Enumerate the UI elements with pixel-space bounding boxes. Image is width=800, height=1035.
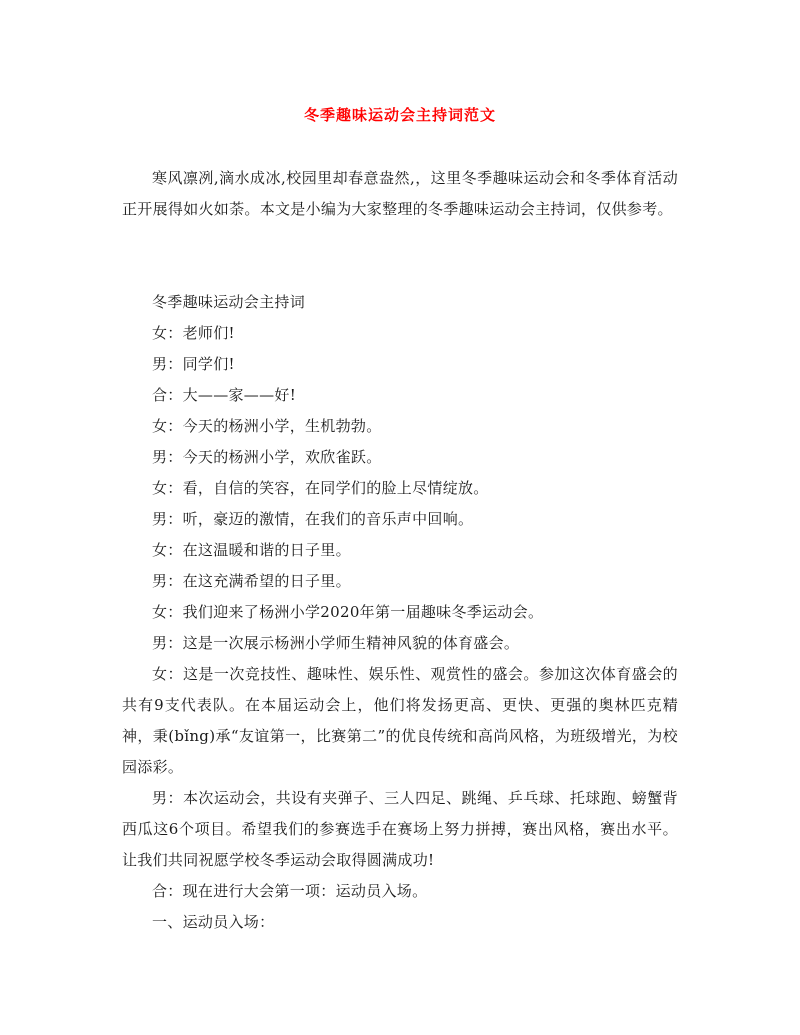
script-line: 男：听，豪迈的激情，在我们的音乐声中回响。 [152, 510, 474, 528]
script-line: 男：这是一次展示杨洲小学师生精神风貌的体育盛会。 [152, 634, 520, 652]
script-body [122, 287, 678, 938]
script-line: 一、运动员入场： [152, 913, 275, 931]
script-line: 女：老师们! [152, 324, 235, 342]
script-line: 女：在这温暖和谐的日子里。 [152, 541, 351, 559]
script-line: 男：今天的杨洲小学，欢欣雀跃。 [152, 448, 382, 466]
script-paragraph: 男：本次运动会，共设有夹弹子、三人四足、跳绳、乒乓球、托球跑、螃蟹背西瓜这6个项目。希望我们的参赛选手在赛场上努力拼搏，赛出风格，赛出水平。让我们共同祝愿学校冬季运动会取得圆满成功! [122, 789, 678, 869]
document-title: 冬季趣味运动会主持词范文 [303, 106, 496, 124]
script-line: 男：在这充满希望的日子里。 [152, 572, 351, 590]
script-line: 女：我们迎来了杨洲小学2020年第一届趣味冬季运动会。 [152, 603, 544, 621]
script-line: 男：同学们! [152, 355, 235, 373]
intro-paragraph: 寒风凛冽,滴水成冰,校园里却春意盎然,，这里冬季趣味运动会和冬季体育活动正开展得如火如荼。本文是小编为大家整理的冬季趣味运动会主持词，仅供参考。 [122, 169, 678, 218]
script-line: 合：大——家——好! [152, 386, 297, 404]
script-heading: 冬季趣味运动会主持词 [152, 293, 306, 311]
script-line: 女：今天的杨洲小学，生机勃勃。 [152, 417, 382, 435]
script-paragraph: 女：这是一次竞技性、趣味性、娱乐性、观赏性的盛会。参加这次体育盛会的共有9支代表队。在本届运动会上，他们将发扬更高、更快、更强的奥林匹克精神，秉(bǐng)承“友谊第一，比赛第二”的优良传统和高尚风格，为班级增光，为校园添彩。 [122, 665, 678, 776]
script-line: 合：现在进行大会第一项：运动员入场。 [152, 882, 428, 900]
script-line: 女：看，自信的笑容，在同学们的脸上尽情绽放。 [152, 479, 489, 497]
